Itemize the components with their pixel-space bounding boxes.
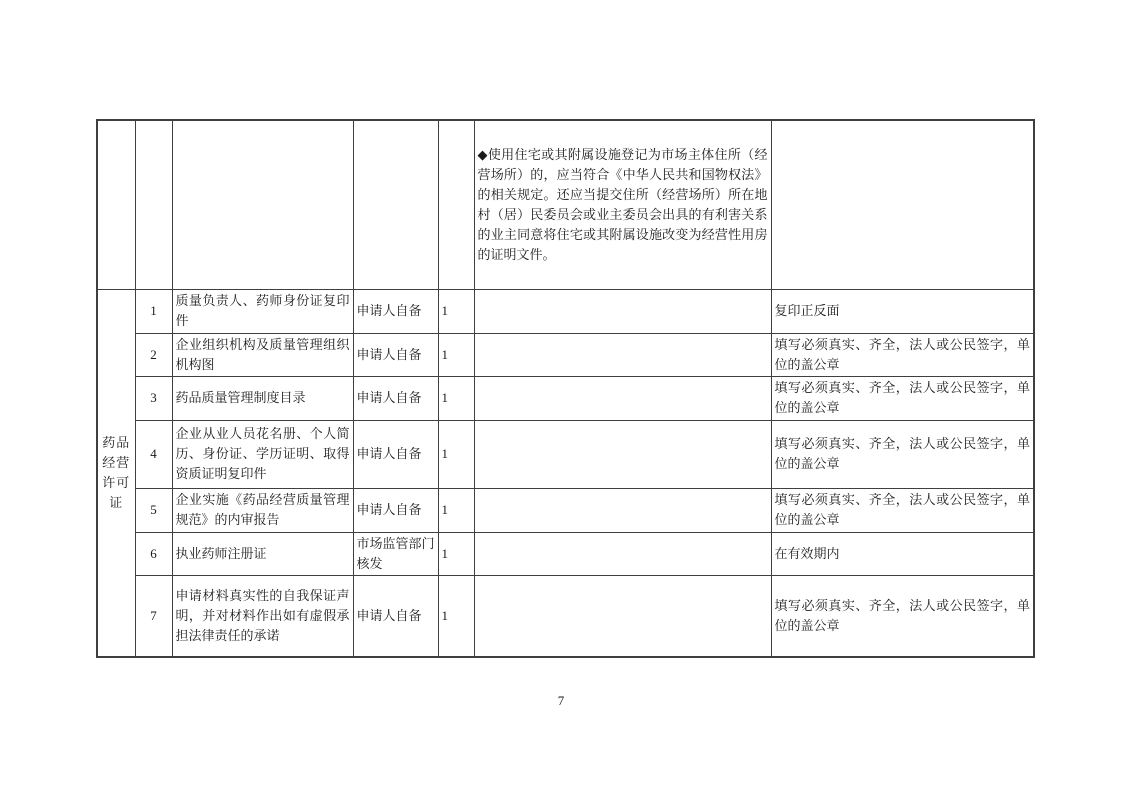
continuation-note: ◆使用住宅或其附属设施登记为市场主体住所（经营场所）的，应当符合《中华人民共和国物权法》的相关规定。还应当提交住所（经营场所）所在地村（居）民委员会或业主委员会出具的有利害关系的业主同意将住宅或其附属设施改变为经营性用房的证明文件。: [474, 120, 771, 289]
row-number: 3: [135, 376, 172, 420]
empty-cell: [771, 120, 1034, 289]
material-name: 药品质量管理制度目录: [172, 376, 353, 420]
empty-cell: [474, 289, 771, 333]
material-source: 申请人自备: [353, 488, 438, 532]
row-number: 4: [135, 420, 172, 488]
material-quantity: 1: [438, 376, 474, 420]
material-name: 质量负责人、药师身份证复印件: [172, 289, 353, 333]
row-number: 5: [135, 488, 172, 532]
page-number: 7: [557, 693, 565, 708]
category-label: 药品经营许可证: [97, 289, 135, 657]
row-number: 6: [135, 532, 172, 575]
empty-cell: [474, 333, 771, 376]
material-quantity: 1: [438, 420, 474, 488]
material-remark: 填写必须真实、齐全，法人或公民签字，单位的盖公章: [771, 420, 1034, 488]
empty-cell: [474, 376, 771, 420]
material-source: 市场监管部门核发: [353, 532, 438, 575]
material-source: 申请人自备: [353, 376, 438, 420]
empty-cell: [474, 532, 771, 575]
empty-cell: [135, 120, 172, 289]
material-remark: 填写必须真实、齐全，法人或公民签字，单位的盖公章: [771, 488, 1034, 532]
row-number: 7: [135, 575, 172, 657]
material-source: 申请人自备: [353, 333, 438, 376]
table-row: [97, 333, 1034, 376]
material-source: 申请人自备: [353, 420, 438, 488]
material-quantity: 1: [438, 575, 474, 657]
material-remark: 填写必须真实、齐全，法人或公民签字，单位的盖公章: [771, 376, 1034, 420]
empty-cell: [172, 120, 353, 289]
material-quantity: 1: [438, 289, 474, 333]
material-remark: 填写必须真实、齐全，法人或公民签字，单位的盖公章: [771, 333, 1034, 376]
empty-cell: [474, 420, 771, 488]
material-source: 申请人自备: [353, 575, 438, 657]
empty-cell: [474, 575, 771, 657]
material-source: 申请人自备: [353, 289, 438, 333]
material-quantity: 1: [438, 532, 474, 575]
material-name: 企业实施《药品经营质量管理规范》的内审报告: [172, 488, 353, 532]
table-row: [97, 575, 1034, 657]
table-row: [97, 376, 1034, 420]
row-number: 2: [135, 333, 172, 376]
material-name: 企业组织机构及质量管理组织机构图: [172, 333, 353, 376]
empty-cell: [474, 488, 771, 532]
material-name: 企业从业人员花名册、个人简历、身份证、学历证明、取得资质证明复印件: [172, 420, 353, 488]
material-quantity: 1: [438, 488, 474, 532]
empty-cell: [97, 120, 135, 289]
empty-cell: [353, 120, 438, 289]
materials-table: [96, 119, 1035, 658]
table-row: [97, 532, 1034, 575]
material-remark: 填写必须真实、齐全，法人或公民签字，单位的盖公章: [771, 575, 1034, 657]
material-quantity: 1: [438, 333, 474, 376]
table-row: [97, 289, 1034, 333]
table-row: [97, 420, 1034, 488]
material-remark: 复印正反面: [771, 289, 1034, 333]
material-name: 申请材料真实性的自我保证声明，并对材料作出如有虚假承担法律责任的承诺: [172, 575, 353, 657]
row-number: 1: [135, 289, 172, 333]
material-name: 执业药师注册证: [172, 532, 353, 575]
empty-cell: [438, 120, 474, 289]
material-remark: 在有效期内: [771, 532, 1034, 575]
table-row-continuation: [97, 120, 1034, 289]
table-row: [97, 488, 1034, 532]
